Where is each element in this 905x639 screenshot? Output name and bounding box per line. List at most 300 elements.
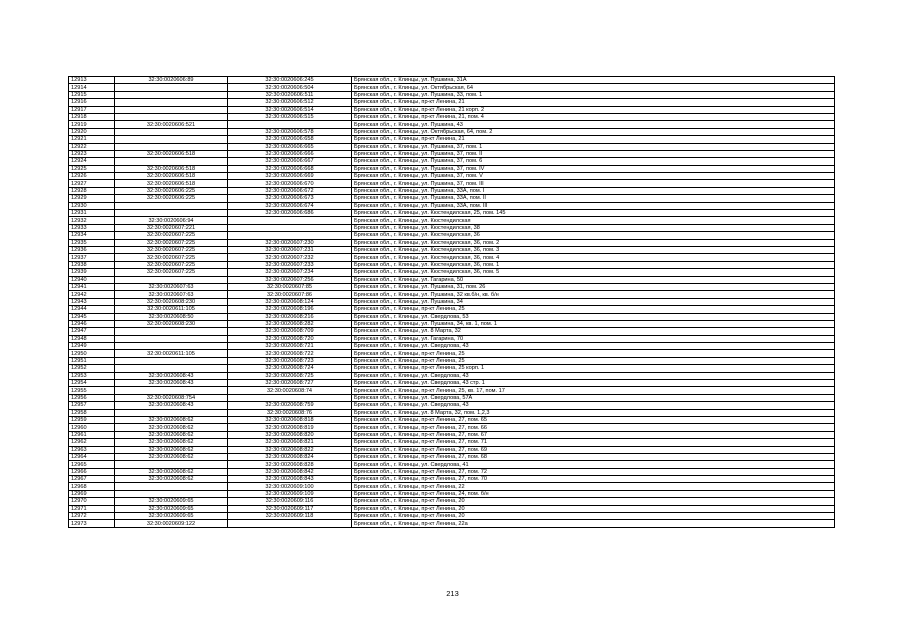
row-number-cell: 12965 <box>69 461 115 468</box>
table-row <box>69 313 835 320</box>
cadastral-number-cell: 32:30:0020608:821 <box>228 439 352 446</box>
address-cell: Брянская обл., г. Клинцы, ул. 8 Марта, 32 <box>352 328 835 335</box>
row-number-cell: 12933 <box>69 224 115 231</box>
row-number-cell: 12962 <box>69 439 115 446</box>
address-cell: Брянская обл., г. Клинцы, пр-кт Ленина, 21, пом. 4 <box>352 113 835 120</box>
parent-cadastral-number-cell: 32:30:0020608:50 <box>115 313 228 320</box>
cadastral-number-cell: 32:30:0020608:216 <box>228 313 352 320</box>
row-number-cell: 12941 <box>69 283 115 290</box>
parent-cadastral-number-cell <box>115 365 228 372</box>
table-row <box>69 121 835 128</box>
cadastral-number-cell: 32:30:0020608:722 <box>228 350 352 357</box>
row-number-cell: 12927 <box>69 180 115 187</box>
cadastral-number-cell: 32:30:0020608:818 <box>228 416 352 423</box>
table-row <box>69 195 835 202</box>
table-row <box>69 173 835 180</box>
row-number-cell: 12973 <box>69 520 115 527</box>
address-cell: Брянская обл., г. Клинцы, пр-кт Ленина, 21 корп. 2 <box>352 106 835 113</box>
address-cell: Брянская обл., г. Клинцы, ул. Пушкина, 37, пом. II <box>352 150 835 157</box>
table-row <box>69 461 835 468</box>
row-number-cell: 12943 <box>69 298 115 305</box>
row-number-cell: 12923 <box>69 150 115 157</box>
table-row <box>69 483 835 490</box>
address-cell: Брянская обл., г. Клинцы, ул. Пушкина, 31А <box>352 77 835 84</box>
table-row <box>69 439 835 446</box>
table-row <box>69 217 835 224</box>
cadastral-number-cell: 32:30:0020608:725 <box>228 372 352 379</box>
row-number-cell: 12932 <box>69 217 115 224</box>
row-number-cell: 12940 <box>69 276 115 283</box>
table-row <box>69 106 835 113</box>
address-cell: Брянская обл., г. Клинцы, ул. 8 Марта, 32, пом. 1,2,3 <box>352 409 835 416</box>
row-number-cell: 12920 <box>69 128 115 135</box>
row-number-cell: 12915 <box>69 91 115 98</box>
row-number-cell: 12963 <box>69 446 115 453</box>
cadastral-number-cell: 32:30:0020607:234 <box>228 269 352 276</box>
parent-cadastral-number-cell: 32:30:0020609:65 <box>115 505 228 512</box>
address-cell: Брянская обл., г. Клинцы, ул. Кюстендилская, 36, пом. 1 <box>352 261 835 268</box>
cadastral-number-cell: 32:30:0020607:86 <box>228 291 352 298</box>
address-cell: Брянская обл., г. Клинцы, ул. Пушкина, 31, пом. 26 <box>352 283 835 290</box>
address-cell: Брянская обл., г. Клинцы, ул. Пушкина, 37, пом. 6 <box>352 158 835 165</box>
row-number-cell: 12935 <box>69 239 115 246</box>
table-row <box>69 91 835 98</box>
parent-cadastral-number-cell: 32:30:0020607:225 <box>115 246 228 253</box>
table-row <box>69 306 835 313</box>
address-cell: Брянская обл., г. Клинцы, пр-кт Ленина, 27, пом. 67 <box>352 431 835 438</box>
cadastral-number-cell: 32:30:0020606:668 <box>228 165 352 172</box>
cadastral-number-cell: 32:30:0020608:724 <box>228 365 352 372</box>
table-row <box>69 254 835 261</box>
row-number-cell: 12916 <box>69 99 115 106</box>
cadastral-number-cell: 32:30:0020607:230 <box>228 239 352 246</box>
table-row <box>69 165 835 172</box>
row-number-cell: 12931 <box>69 210 115 217</box>
parent-cadastral-number-cell: 32:30:0020606:518 <box>115 150 228 157</box>
parent-cadastral-number-cell: 32:30:0020608:62 <box>115 424 228 431</box>
table-row <box>69 202 835 209</box>
cadastral-number-cell: 32:30:0020608:759 <box>228 402 352 409</box>
table-row <box>69 210 835 217</box>
row-number-cell: 12919 <box>69 121 115 128</box>
row-number-cell: 12946 <box>69 320 115 327</box>
row-number-cell: 12928 <box>69 187 115 194</box>
table-row <box>69 84 835 91</box>
table-row <box>69 261 835 268</box>
table-row <box>69 187 835 194</box>
table-row <box>69 350 835 357</box>
cadastral-number-cell: 32:30:0020608:124 <box>228 298 352 305</box>
cadastral-number-cell: 32:30:0020606:665 <box>228 143 352 150</box>
row-number-cell: 12955 <box>69 387 115 394</box>
parent-cadastral-number-cell: 32:30:0020608:62 <box>115 446 228 453</box>
parent-cadastral-number-cell: 32:30:0020606:518 <box>115 165 228 172</box>
address-cell: Брянская обл., г. Клинцы, ул. Пушкина, 33А, пом. I <box>352 187 835 194</box>
parent-cadastral-number-cell <box>115 328 228 335</box>
parent-cadastral-number-cell: 32:30:0020608:230 <box>115 320 228 327</box>
table-row <box>69 136 835 143</box>
address-cell: Брянская обл., г. Клинцы, ул. Пушкина, 34, кв. 1, пом. 1 <box>352 320 835 327</box>
table-row <box>69 453 835 460</box>
table-row <box>69 343 835 350</box>
cadastral-number-cell: 32:30:0020606:658 <box>228 136 352 143</box>
parent-cadastral-number-cell: 32:30:0020607:63 <box>115 283 228 290</box>
row-number-cell: 12942 <box>69 291 115 298</box>
row-number-cell: 12938 <box>69 261 115 268</box>
cadastral-number-cell: 32:30:0020609:118 <box>228 513 352 520</box>
cadastral-number-cell <box>228 394 352 401</box>
parent-cadastral-number-cell: 32:30:0020606:521 <box>115 121 228 128</box>
parent-cadastral-number-cell <box>115 113 228 120</box>
address-cell: Брянская обл., г. Клинцы, пр-кт Ленина, 20 <box>352 513 835 520</box>
parent-cadastral-number-cell <box>115 136 228 143</box>
address-cell: Брянская обл., г. Клинцы, ул. Свердлова, 43 стр. 1 <box>352 380 835 387</box>
table-row <box>69 505 835 512</box>
register-table-body <box>69 77 835 528</box>
row-number-cell: 12967 <box>69 476 115 483</box>
cadastral-number-cell: 32:30:0020606:578 <box>228 128 352 135</box>
address-cell: Брянская обл., г. Клинцы, пр-кт Ленина, 27, пом. 72 <box>352 468 835 475</box>
address-cell: Брянская обл., г. Клинцы, пр-кт Ленина, 20 <box>352 498 835 505</box>
table-row <box>69 113 835 120</box>
address-cell: Брянская обл., г. Клинцы, ул. Октябрьская, 64 <box>352 84 835 91</box>
parent-cadastral-number-cell <box>115 143 228 150</box>
parent-cadastral-number-cell <box>115 343 228 350</box>
row-number-cell: 12947 <box>69 328 115 335</box>
cadastral-number-cell <box>228 121 352 128</box>
parent-cadastral-number-cell <box>115 387 228 394</box>
cadastral-number-cell: 32:30:0020606:511 <box>228 91 352 98</box>
row-number-cell: 12924 <box>69 158 115 165</box>
parent-cadastral-number-cell: 32:30:0020608:754 <box>115 394 228 401</box>
cadastral-number-cell: 32:30:0020608:282 <box>228 320 352 327</box>
row-number-cell: 12970 <box>69 498 115 505</box>
cadastral-number-cell: 32:30:0020608:842 <box>228 468 352 475</box>
row-number-cell: 12950 <box>69 350 115 357</box>
parent-cadastral-number-cell: 32:30:0020608:230 <box>115 298 228 305</box>
parent-cadastral-number-cell: 32:30:0020606:89 <box>115 77 228 84</box>
cadastral-number-cell: 32:30:0020608:819 <box>228 424 352 431</box>
cadastral-number-cell <box>228 232 352 239</box>
row-number-cell: 12952 <box>69 365 115 372</box>
address-cell: Брянская обл., г. Клинцы, пр-кт Ленина, 25 корп. 1 <box>352 365 835 372</box>
table-row <box>69 402 835 409</box>
cadastral-number-cell: 32:30:0020606:670 <box>228 180 352 187</box>
address-cell: Брянская обл., г. Клинцы, пр-кт Ленина, 24, пом. б/н <box>352 490 835 497</box>
cadastral-number-cell: 32:30:0020606:686 <box>228 210 352 217</box>
table-row <box>69 409 835 416</box>
parent-cadastral-number-cell: 32:30:0020609:122 <box>115 520 228 527</box>
table-row <box>69 291 835 298</box>
row-number-cell: 12945 <box>69 313 115 320</box>
address-cell: Брянская обл., г. Клинцы, пр-кт Ленина, 25, кв. 17, пом. 17 <box>352 387 835 394</box>
row-number-cell: 12930 <box>69 202 115 209</box>
address-cell: Брянская обл., г. Клинцы, пр-кт Ленина, 21 <box>352 136 835 143</box>
row-number-cell: 12964 <box>69 453 115 460</box>
address-cell: Брянская обл., г. Клинцы, ул. Свердлова, 43 <box>352 402 835 409</box>
row-number-cell: 12972 <box>69 513 115 520</box>
address-cell: Брянская обл., г. Клинцы, ул. Свердлова, 57А <box>352 394 835 401</box>
table-row <box>69 357 835 364</box>
row-number-cell: 12951 <box>69 357 115 364</box>
address-cell: Брянская обл., г. Клинцы, ул. Пушкина, 34 <box>352 298 835 305</box>
parent-cadastral-number-cell <box>115 99 228 106</box>
cadastral-number-cell: 32:30:0020606:666 <box>228 150 352 157</box>
parent-cadastral-number-cell: 32:30:0020607:225 <box>115 254 228 261</box>
address-cell: Брянская обл., г. Клинцы, ул. Свердлова, 43 <box>352 343 835 350</box>
table-row <box>69 276 835 283</box>
address-cell: Брянская обл., г. Клинцы, ул. Гагарина, 70 <box>352 335 835 342</box>
cadastral-number-cell: 32:30:0020606:669 <box>228 173 352 180</box>
cadastral-number-cell: 32:30:0020609:117 <box>228 505 352 512</box>
table-row <box>69 77 835 84</box>
table-row <box>69 232 835 239</box>
parent-cadastral-number-cell: 32:30:0020606:225 <box>115 187 228 194</box>
cadastral-number-cell: 32:30:0020608:720 <box>228 335 352 342</box>
table-row <box>69 394 835 401</box>
row-number-cell: 12948 <box>69 335 115 342</box>
address-cell: Брянская обл., г. Клинцы, ул. Кюстендилская, 36, пом. 4 <box>352 254 835 261</box>
table-row <box>69 298 835 305</box>
cadastral-number-cell: 32:30:0020608:196 <box>228 306 352 313</box>
row-number-cell: 12953 <box>69 372 115 379</box>
table-row <box>69 239 835 246</box>
cadastral-number-cell <box>228 217 352 224</box>
table-row <box>69 128 835 135</box>
table-row <box>69 424 835 431</box>
table-row <box>69 468 835 475</box>
cadastral-number-cell: 32:30:0020606:515 <box>228 113 352 120</box>
address-cell: Брянская обл., г. Клинцы, ул. Пушкина, 33А, пом. III <box>352 202 835 209</box>
parent-cadastral-number-cell <box>115 84 228 91</box>
address-cell: Брянская обл., г. Клинцы, ул. Пушкина, 37, пом. IV <box>352 165 835 172</box>
address-cell: Брянская обл., г. Клинцы, ул. Пушкина, 37, пом. 1 <box>352 143 835 150</box>
cadastral-number-cell: 32:30:0020608:820 <box>228 431 352 438</box>
address-cell: Брянская обл., г. Клинцы, пр-кт Ленина, 25 <box>352 350 835 357</box>
cadastral-number-cell: 32:30:0020608:723 <box>228 357 352 364</box>
parent-cadastral-number-cell <box>115 335 228 342</box>
cadastral-number-cell: 32:30:0020607:232 <box>228 254 352 261</box>
parent-cadastral-number-cell: 32:30:0020611:105 <box>115 306 228 313</box>
parent-cadastral-number-cell: 32:30:0020607:225 <box>115 261 228 268</box>
row-number-cell: 12936 <box>69 246 115 253</box>
cadastral-number-cell: 32:30:0020606:514 <box>228 106 352 113</box>
page-number: 213 <box>446 589 459 598</box>
cadastral-number-cell: 32:30:0020607:231 <box>228 246 352 253</box>
address-cell: Брянская обл., г. Клинцы, пр-кт Ленина, 25 <box>352 357 835 364</box>
cadastral-number-cell: 32:30:0020606:667 <box>228 158 352 165</box>
cadastral-number-cell: 32:30:0020606:504 <box>228 84 352 91</box>
table-row <box>69 476 835 483</box>
row-number-cell: 12922 <box>69 143 115 150</box>
parent-cadastral-number-cell <box>115 91 228 98</box>
address-cell: Брянская обл., г. Клинцы, ул. Пушкина, 33, пом. 1 <box>352 91 835 98</box>
cadastral-number-cell: 32:30:0020609:109 <box>228 490 352 497</box>
parent-cadastral-number-cell <box>115 106 228 113</box>
cadastral-number-cell: 32:30:0020609:116 <box>228 498 352 505</box>
table-row <box>69 143 835 150</box>
parent-cadastral-number-cell <box>115 490 228 497</box>
table-row <box>69 269 835 276</box>
address-cell: Брянская обл., г. Клинцы, ул. Свердлова, 43 <box>352 372 835 379</box>
table-row <box>69 328 835 335</box>
table-row <box>69 158 835 165</box>
row-number-cell: 12917 <box>69 106 115 113</box>
address-cell: Брянская обл., г. Клинцы, ул. Кюстендилская, 36, пом. 5 <box>352 269 835 276</box>
parent-cadastral-number-cell: 32:30:0020611:105 <box>115 350 228 357</box>
address-cell: Брянская обл., г. Клинцы, ул. Кюстендилская, 38 <box>352 224 835 231</box>
table-row <box>69 335 835 342</box>
address-cell: Брянская обл., г. Клинцы, ул. Свердлова, 41 <box>352 461 835 468</box>
table-row <box>69 224 835 231</box>
table-row <box>69 283 835 290</box>
parent-cadastral-number-cell: 32:30:0020608:62 <box>115 476 228 483</box>
cadastral-number-cell: 32:30:0020606:674 <box>228 202 352 209</box>
address-cell: Брянская обл., г. Клинцы, пр-кт Ленина, 27, пом. 69 <box>352 446 835 453</box>
address-cell: Брянская обл., г. Клинцы, ул. Кюстендилская, 36, пом. 3 <box>352 246 835 253</box>
table-row <box>69 380 835 387</box>
parent-cadastral-number-cell <box>115 158 228 165</box>
parent-cadastral-number-cell: 32:30:0020607:225 <box>115 239 228 246</box>
row-number-cell: 12913 <box>69 77 115 84</box>
table-row <box>69 520 835 527</box>
table-row <box>69 416 835 423</box>
parent-cadastral-number-cell <box>115 483 228 490</box>
row-number-cell: 12960 <box>69 424 115 431</box>
address-cell: Брянская обл., г. Клинцы, пр-кт Ленина, 21 <box>352 99 835 106</box>
parent-cadastral-number-cell: 32:30:0020608:62 <box>115 439 228 446</box>
cadastral-number-cell <box>228 224 352 231</box>
parent-cadastral-number-cell <box>115 409 228 416</box>
parent-cadastral-number-cell: 32:30:0020608:62 <box>115 431 228 438</box>
parent-cadastral-number-cell: 32:30:0020608:62 <box>115 453 228 460</box>
cadastral-number-cell: 32:30:0020608:822 <box>228 446 352 453</box>
address-cell: Брянская обл., г. Клинцы, ул. Октябрьская, 64, пом. 2 <box>352 128 835 135</box>
row-number-cell: 12939 <box>69 269 115 276</box>
row-number-cell: 12969 <box>69 490 115 497</box>
cadastral-number-cell: 32:30:0020607:256 <box>228 276 352 283</box>
cadastral-number-cell: 32:30:0020608:76 <box>228 409 352 416</box>
row-number-cell: 12937 <box>69 254 115 261</box>
row-number-cell: 12959 <box>69 416 115 423</box>
address-cell: Брянская обл., г. Клинцы, ул. Пушкина, 33А, пом. II <box>352 195 835 202</box>
cadastral-number-cell: 32:30:0020609:100 <box>228 483 352 490</box>
table-row <box>69 246 835 253</box>
address-cell: Брянская обл., г. Клинцы, пр-кт Ленина, 20 <box>352 505 835 512</box>
parent-cadastral-number-cell: 32:30:0020606:225 <box>115 195 228 202</box>
parent-cadastral-number-cell: 32:30:0020607:225 <box>115 269 228 276</box>
table-row <box>69 99 835 106</box>
row-number-cell: 12934 <box>69 232 115 239</box>
row-number-cell: 12958 <box>69 409 115 416</box>
address-cell: Брянская обл., г. Клинцы, пр-кт Ленина, 22а <box>352 520 835 527</box>
parent-cadastral-number-cell: 32:30:0020606:518 <box>115 180 228 187</box>
parent-cadastral-number-cell <box>115 210 228 217</box>
row-number-cell: 12926 <box>69 173 115 180</box>
cadastral-number-cell: 32:30:0020608:721 <box>228 343 352 350</box>
address-cell: Брянская обл., г. Клинцы, пр-кт Ленина, 27, пом. 68 <box>352 453 835 460</box>
parent-cadastral-number-cell: 32:30:0020607:225 <box>115 232 228 239</box>
table-row <box>69 365 835 372</box>
parent-cadastral-number-cell: 32:30:0020608:62 <box>115 468 228 475</box>
cadastral-number-cell <box>228 520 352 527</box>
table-row <box>69 431 835 438</box>
table-row <box>69 180 835 187</box>
parent-cadastral-number-cell: 32:30:0020608:43 <box>115 380 228 387</box>
cadastral-number-cell: 32:30:0020606:245 <box>228 77 352 84</box>
row-number-cell: 12961 <box>69 431 115 438</box>
parent-cadastral-number-cell <box>115 128 228 135</box>
address-cell: Брянская обл., г. Клинцы, пр-кт Ленина, 27, пом. 71 <box>352 439 835 446</box>
row-number-cell: 12966 <box>69 468 115 475</box>
parent-cadastral-number-cell <box>115 461 228 468</box>
register-table <box>68 76 835 528</box>
address-cell: Брянская обл., г. Клинцы, ул. Свердлова, 53 <box>352 313 835 320</box>
register-table-container <box>68 76 835 528</box>
table-row <box>69 150 835 157</box>
address-cell: Брянская обл., г. Клинцы, ул. Кюстендилская, 25, пом. 145 <box>352 210 835 217</box>
address-cell: Брянская обл., г. Клинцы, пр-кт Ленина, 22 <box>352 483 835 490</box>
row-number-cell: 12944 <box>69 306 115 313</box>
table-row <box>69 513 835 520</box>
row-number-cell: 12957 <box>69 402 115 409</box>
parent-cadastral-number-cell: 32:30:0020608:62 <box>115 416 228 423</box>
cadastral-number-cell: 32:30:0020607:85 <box>228 283 352 290</box>
row-number-cell: 12925 <box>69 165 115 172</box>
parent-cadastral-number-cell: 32:30:0020609:65 <box>115 513 228 520</box>
address-cell: Брянская обл., г. Клинцы, ул. Пушкина, 37, пом. III <box>352 180 835 187</box>
cadastral-number-cell: 32:30:0020608:828 <box>228 461 352 468</box>
parent-cadastral-number-cell <box>115 276 228 283</box>
table-row <box>69 498 835 505</box>
row-number-cell: 12971 <box>69 505 115 512</box>
address-cell: Брянская обл., г. Клинцы, пр-кт Ленина, 27, пом. 70 <box>352 476 835 483</box>
parent-cadastral-number-cell: 32:30:0020606:94 <box>115 217 228 224</box>
address-cell: Брянская обл., г. Клинцы, ул. Кюстендилская <box>352 217 835 224</box>
cadastral-number-cell: 32:30:0020608:727 <box>228 380 352 387</box>
cadastral-number-cell: 32:30:0020608:74 <box>228 387 352 394</box>
cadastral-number-cell: 32:30:0020606:673 <box>228 195 352 202</box>
row-number-cell: 12956 <box>69 394 115 401</box>
parent-cadastral-number-cell: 32:30:0020609:65 <box>115 498 228 505</box>
table-row <box>69 446 835 453</box>
row-number-cell: 12929 <box>69 195 115 202</box>
parent-cadastral-number-cell <box>115 357 228 364</box>
parent-cadastral-number-cell: 32:30:0020607:221 <box>115 224 228 231</box>
table-row <box>69 387 835 394</box>
cadastral-number-cell: 32:30:0020608:843 <box>228 476 352 483</box>
address-cell: Брянская обл., г. Клинцы, ул. Гагарина, 50 <box>352 276 835 283</box>
row-number-cell: 12921 <box>69 136 115 143</box>
address-cell: Брянская обл., г. Клинцы, ул. Кюстендилская, 36, пом. 2 <box>352 239 835 246</box>
address-cell: Брянская обл., г. Клинцы, ул. Пушкина, 32 кв.б/н, кв. б/н <box>352 291 835 298</box>
row-number-cell: 12914 <box>69 84 115 91</box>
table-row <box>69 490 835 497</box>
row-number-cell: 12954 <box>69 380 115 387</box>
parent-cadastral-number-cell: 32:30:0020606:518 <box>115 173 228 180</box>
parent-cadastral-number-cell: 32:30:0020608:43 <box>115 372 228 379</box>
cadastral-number-cell: 32:30:0020606:672 <box>228 187 352 194</box>
row-number-cell: 12968 <box>69 483 115 490</box>
row-number-cell: 12918 <box>69 113 115 120</box>
address-cell: Брянская обл., г. Клинцы, пр-кт Ленина, 27, пом. 65 <box>352 416 835 423</box>
cadastral-number-cell: 32:30:0020606:512 <box>228 99 352 106</box>
row-number-cell: 12949 <box>69 343 115 350</box>
parent-cadastral-number-cell <box>115 202 228 209</box>
cadastral-number-cell: 32:30:0020608:709 <box>228 328 352 335</box>
address-cell: Брянская обл., г. Клинцы, ул. Пушкина, 37, пом. V <box>352 173 835 180</box>
address-cell: Брянская обл., г. Клинцы, ул. Пушкина, 43 <box>352 121 835 128</box>
